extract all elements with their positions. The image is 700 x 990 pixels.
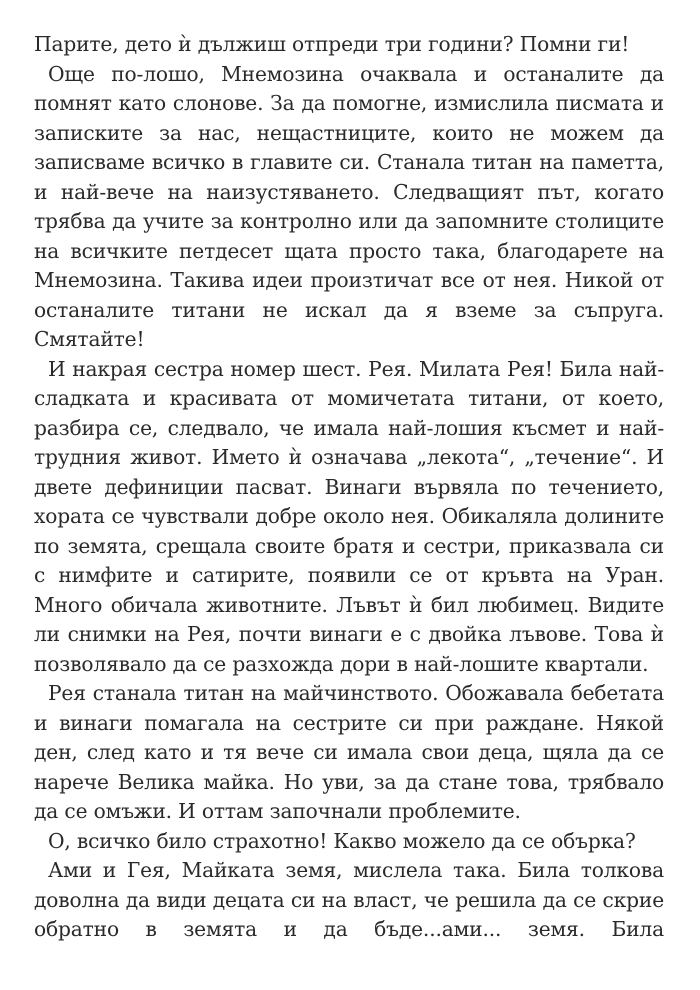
- page-body: [34, 30, 664, 945]
- paragraph-1: Парите, дето ѝ дължиш отпреди три години? Помни ги!: [34, 32, 630, 56]
- paragraph-5: О, всичко било страхотно! Какво можело да се обърка?: [48, 828, 636, 853]
- paragraph-2: Още по-лошо, Мнемозина очаквала и останалите да помнят като слонове. За да помогне, измислила писмата и записките за нас, нещастниците, които не можем да записваме всичко в главите си. Станала титан на паметта, и най-вече на наизустяването. Следващият път, когато трябва да учите за контролно или да запомните столиците на всичките петдесет щата просто така, благодарете на Мнемозина. Такива идеи произтичат все от нея. Никой от останалите титани не искал да я вземе за съпруга. Смятайте!: [34, 61, 664, 351]
- paragraph-3: И накрая сестра номер шест. Рея. Милата Рея! Била най-сладката и красивата от момичетата титани, от което, разбира се, следвало, че имала най-лошия късмет и най-трудния живот. Името ѝ означава „лекота“, „течение“. И двете дефиниции пасват. Винаги вървяла по течението, хората се чувствали добре около нея. Обикаляла долините по земята, срещала своите братя и сестри, приказвала си с нимфите и сатирите, появили се от кръвта на Уран. Много обичала животните. Лъвът ѝ бил любимец. Видите ли снимки на Рея, почти винаги е с двойка лъвове. Това ѝ позволявало да се разхожда дори в най-лошите квартали.: [34, 356, 664, 676]
- paragraph-4: Рея станала титан на майчинството. Обожавала бебетата и винаги помагала на сестрите си при раждане. Някой ден, след като и тя вече си имала свои деца, щяла да се нарече Велика майка. Но уви, за да стане това, трябвало да се омъжи. И оттам започнали проблемите.: [34, 681, 664, 823]
- paragraph-6: Ами и Гея, Майката земя, мислела така. Била толкова доволна да види децата си на власт, че решила да се скрие обратно в земята и да бъде...ами... земя. Била: [34, 858, 664, 941]
